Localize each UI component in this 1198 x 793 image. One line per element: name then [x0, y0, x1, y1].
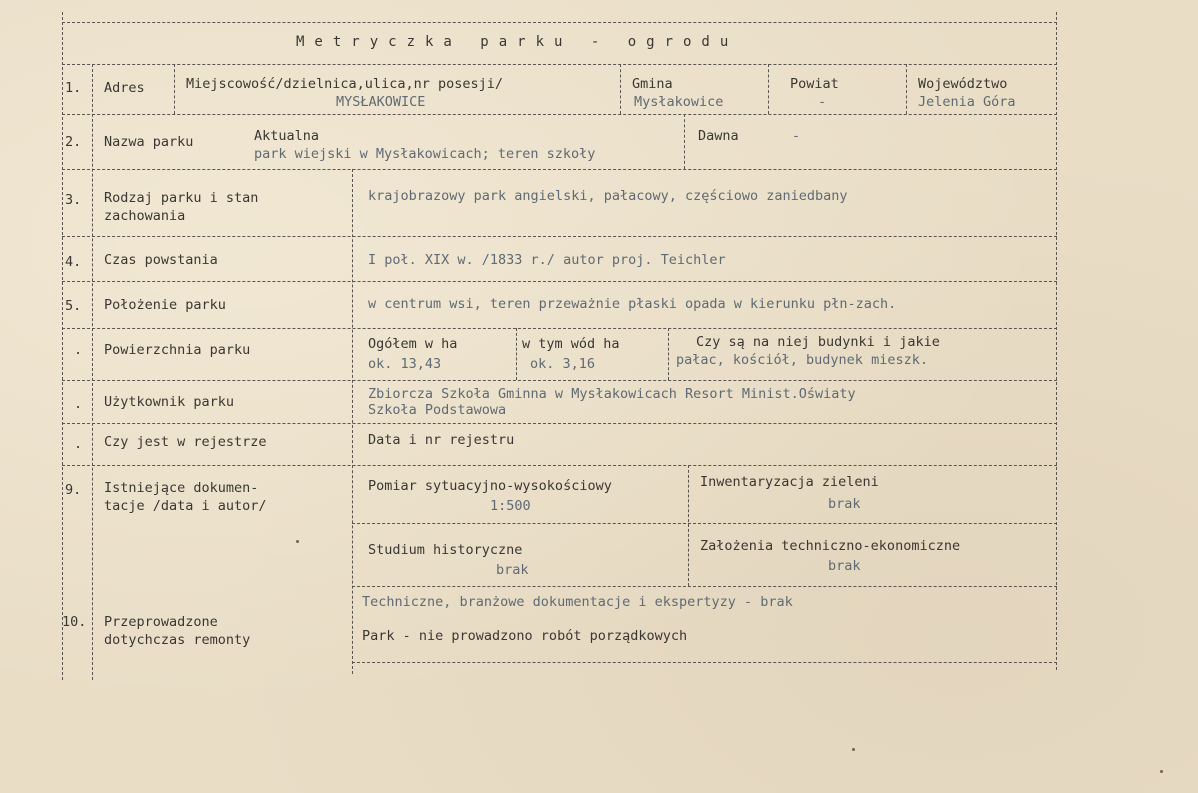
row-number: 3.	[65, 192, 82, 208]
field-value: 1:500	[490, 498, 531, 514]
row-number: 4.	[65, 254, 82, 270]
rule	[62, 281, 1057, 282]
row-number: 1.	[65, 80, 82, 96]
row-number: .	[74, 436, 83, 452]
field-label: Studium historyczne	[368, 542, 523, 558]
paper-speck	[296, 540, 299, 543]
rule	[768, 64, 769, 114]
field-label: Aktualna	[254, 128, 320, 144]
field-label: Ogółem w ha	[368, 336, 458, 352]
rule	[684, 114, 685, 169]
field-value: w centrum wsi, teren przeważnie płaski opada w kierunku płn-zach.	[368, 296, 897, 312]
field-label: w tym wód ha	[522, 336, 620, 352]
rule	[352, 586, 1057, 587]
field-value: Jelenia Góra	[918, 94, 1016, 110]
field-value: Techniczne, branżowe dokumentacje i ekspertyzy - brak	[362, 594, 793, 610]
field-label: zachowania	[104, 208, 186, 224]
field-label: Dawna	[698, 128, 739, 144]
field-label: Przeprowadzone	[104, 614, 218, 630]
field-label: Czy są na niej budynki i jakie	[696, 334, 940, 350]
field-label: Gmina	[632, 76, 673, 92]
rule	[62, 22, 1057, 23]
field-value: -	[818, 94, 827, 110]
field-label: Czas powstania	[104, 252, 218, 268]
field-value: krajobrazowy park angielski, pałacowy, częściowo zaniedbany	[368, 188, 848, 204]
row-number: .	[74, 396, 83, 412]
rule	[92, 64, 93, 680]
rule	[62, 328, 1057, 329]
field-label: Istniejące dokumen-	[104, 480, 259, 496]
rule	[62, 465, 1057, 466]
rule	[352, 523, 1057, 524]
rule	[62, 236, 1057, 237]
field-label: Data i nr rejestru	[368, 432, 515, 448]
field-label: Pomiar sytuacyjno-wysokościowy	[368, 478, 612, 494]
field-value: brak	[496, 562, 529, 578]
rule	[352, 169, 353, 674]
rule	[62, 114, 1057, 115]
field-value: pałac, kościół, budynek mieszk.	[676, 352, 928, 368]
rule	[620, 64, 621, 114]
field-label: Miejscowość/dzielnica,ulica,nr posesji/	[186, 76, 503, 92]
field-label: Inwentaryzacja zieleni	[700, 474, 879, 490]
field-label: Nazwa parku	[104, 134, 194, 150]
field-label: Adres	[104, 80, 145, 96]
row-number: 10.	[62, 614, 87, 630]
field-value: ok. 13,43	[368, 356, 442, 372]
field-label: tacje /data i autor/	[104, 498, 267, 514]
field-value: park wiejski w Mysłakowicach; teren szkoły	[254, 146, 596, 162]
rule	[668, 328, 669, 380]
rule	[62, 380, 1057, 381]
field-value: brak	[828, 496, 861, 512]
field-label: Rodzaj parku i stan	[104, 190, 259, 206]
field-value: MYSŁAKOWICE	[336, 94, 426, 110]
field-label: Powiat	[790, 76, 839, 92]
field-value: ok. 3,16	[530, 356, 596, 372]
card-title: Metryczka parku - ogrodu	[296, 34, 739, 50]
rule	[352, 662, 1057, 663]
field-value: brak	[828, 558, 861, 574]
field-label: Powierzchnia parku	[104, 342, 251, 358]
row-number: 2.	[65, 134, 82, 150]
rule	[62, 12, 63, 680]
field-value: Szkoła Podstawowa	[368, 402, 507, 418]
field-label: Województwo	[918, 76, 1008, 92]
field-value: Mysłakowice	[634, 94, 724, 110]
field-label: Czy jest w rejestrze	[104, 434, 267, 450]
rule	[62, 64, 1057, 65]
field-label: dotychczas remonty	[104, 632, 251, 648]
field-value: -	[792, 128, 801, 144]
rule	[62, 423, 1057, 424]
field-label: Położenie parku	[104, 297, 226, 313]
rule	[174, 64, 175, 114]
row-number: .	[74, 342, 83, 358]
rule	[62, 169, 1057, 170]
rule	[688, 465, 689, 586]
rule	[1056, 12, 1057, 670]
field-label: Założenia techniczno-ekonomiczne	[700, 538, 961, 554]
paper-speck	[1160, 770, 1163, 773]
field-label: Użytkownik parku	[104, 394, 235, 410]
paper-speck	[852, 748, 855, 751]
rule	[906, 64, 907, 114]
row-number: 5.	[65, 298, 82, 314]
field-value: I poł. XIX w. /1833 r./ autor proj. Teichler	[368, 252, 726, 268]
rule	[516, 328, 517, 380]
field-value: Park - nie prowadzono robót porządkowych	[362, 628, 688, 644]
row-number: 9.	[65, 482, 82, 498]
field-value: Zbiorcza Szkoła Gminna w Mysłakowicach Resort Minist.Oświaty	[368, 386, 856, 402]
